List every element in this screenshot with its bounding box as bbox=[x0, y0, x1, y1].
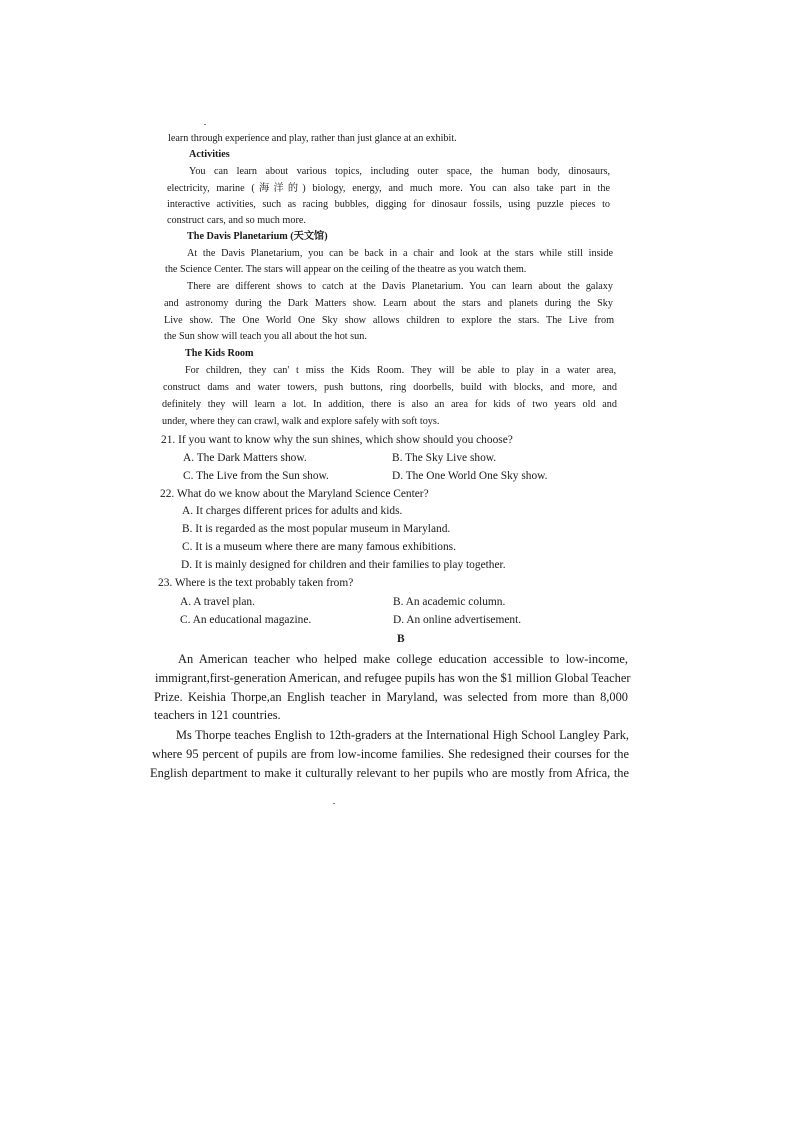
question-22-option-c: C. It is a museum where there are many famous exhibitions. bbox=[182, 541, 456, 553]
kids-room-line: definitely they will learn a lot. In addition, there is also an area for kids of two years old and bbox=[162, 399, 617, 410]
passage-b-line: Ms Thorpe teaches English to 12th-graders at the International High School Langley Park, bbox=[176, 728, 629, 742]
planetarium-line: the Sun show will teach you all about the hot sun. bbox=[164, 331, 367, 342]
planetarium-line: At the Davis Planetarium, you can be back in a chair and look at the stars while still inside bbox=[187, 248, 613, 259]
scan-speck bbox=[204, 124, 206, 125]
passage-b-label: B bbox=[397, 633, 405, 645]
passage-b-line: where 95 percent of pupils are from low-income families. She redesigned their courses for the bbox=[152, 747, 629, 761]
question-21-option-a: A. The Dark Matters show. bbox=[183, 452, 307, 464]
planetarium-line: the Science Center. The stars will appear on the ceiling of the theatre as you watch them. bbox=[165, 264, 527, 275]
planetarium-heading: The Davis Planetarium (天文馆) bbox=[187, 231, 328, 242]
activities-line: electricity, marine (海洋的) biology, energy, and much more. You can also take part in the bbox=[167, 183, 610, 194]
scan-speck bbox=[333, 803, 335, 804]
passage-b-line: teachers in 121 countries. bbox=[154, 708, 281, 722]
activities-line: construct cars, and so much more. bbox=[167, 215, 306, 226]
activities-heading: Activities bbox=[189, 149, 230, 160]
passage-b-line: English department to make it culturally relevant to her pupils who are mostly from Africa, the bbox=[150, 766, 629, 780]
question-21-option-b: B. The Sky Live show. bbox=[392, 452, 497, 464]
activities-line: interactive activities, such as racing bubbles, digging for dinosaur fossils, using puzzle pieces to bbox=[167, 199, 610, 210]
kids-room-line: under, where they can crawl, walk and explore safely with soft toys. bbox=[162, 416, 440, 427]
question-22-stem: 22. What do we know about the Maryland Science Center? bbox=[160, 488, 429, 500]
planetarium-line: There are different shows to catch at the Davis Planetarium. You can learn about the galaxy bbox=[187, 281, 613, 292]
question-23-option-b: B. An academic column. bbox=[393, 596, 506, 608]
question-23-stem: 23. Where is the text probably taken from? bbox=[158, 577, 354, 589]
kids-room-heading: The Kids Room bbox=[185, 348, 254, 359]
question-23-option-c: C. An educational magazine. bbox=[180, 614, 312, 626]
intro-tail-line: learn through experience and play, rather than just glance at an exhibit. bbox=[168, 133, 457, 144]
question-21-stem: 21. If you want to know why the sun shines, which show should you choose? bbox=[161, 434, 513, 446]
passage-b-line: An American teacher who helped make college education accessible to low-income, bbox=[178, 652, 628, 666]
passage-b-line: immigrant,first-generation American, and refugee pupils has won the $1 million Global Teacher bbox=[155, 671, 631, 685]
question-22-option-d: D. It is mainly designed for children and their families to play together. bbox=[181, 559, 506, 571]
kids-room-line: construct dams and water towers, push buttons, ring doorbells, build with blocks, and more, and bbox=[163, 382, 617, 393]
passage-b-line: Prize. Keishia Thorpe,an English teacher in Maryland, was selected from more than 8,000 bbox=[154, 690, 628, 704]
planetarium-line: and astronomy during the Dark Matters show. Learn about the stars and planets during the Sky bbox=[164, 298, 613, 309]
question-22-option-a: A. It charges different prices for adults and kids. bbox=[182, 505, 403, 517]
planetarium-line: Live show. The One World One Sky show allows children to explore the stars. The Live from bbox=[164, 315, 614, 326]
activities-line: You can learn about various topics, including outer space, the human body, dinosaurs, bbox=[189, 166, 610, 177]
question-21-option-c: C. The Live from the Sun show. bbox=[183, 470, 329, 482]
kids-room-line: For children, they can' t miss the Kids Room. They will be able to play in a water area, bbox=[185, 365, 616, 376]
question-23-option-a: A. A travel plan. bbox=[180, 596, 255, 608]
question-22-option-b: B. It is regarded as the most popular museum in Maryland. bbox=[182, 523, 451, 535]
question-23-option-d: D. An online advertisement. bbox=[393, 614, 522, 626]
question-21-option-d: D. The One World One Sky show. bbox=[392, 470, 548, 482]
